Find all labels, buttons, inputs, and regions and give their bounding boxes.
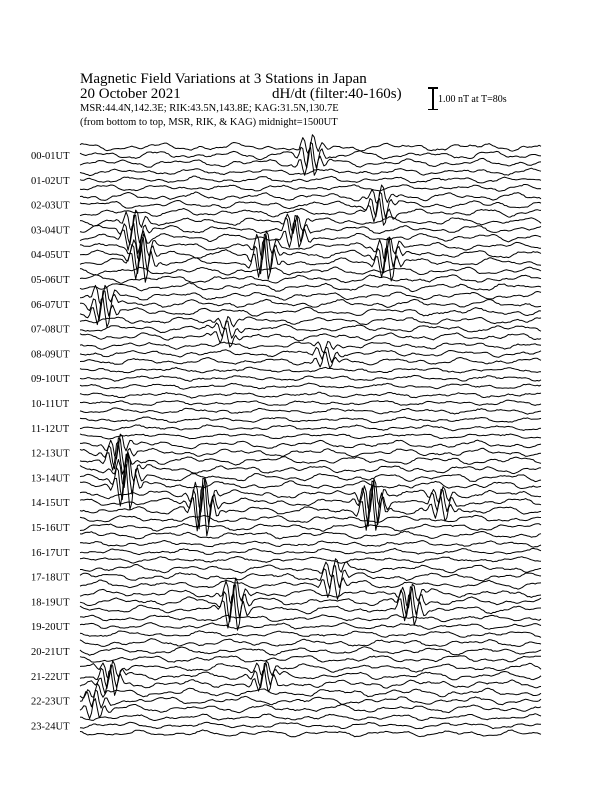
- trace-kag-20-21UT: [80, 639, 541, 647]
- trace-msr-13-14UT: [80, 465, 541, 510]
- trace-msr-05-06UT: [80, 283, 541, 292]
- trace-msr-10-11UT: [80, 408, 541, 414]
- hour-label: 15-16UT: [31, 523, 70, 534]
- trace-msr-19-20UT: [80, 631, 541, 638]
- hour-label: 17-18UT: [31, 572, 70, 584]
- trace-rik-00-01UT: [80, 142, 541, 168]
- hour-label: 19-20UT: [31, 622, 70, 634]
- trace-kag-02-03UT: [80, 185, 541, 204]
- trace-kag-09-10UT: [80, 367, 541, 373]
- trace-rik-20-21UT: [80, 647, 541, 656]
- trace-kag-12-13UT: [80, 434, 541, 459]
- trace-kag-11-12UT: [80, 417, 541, 423]
- hour-label: 00-01UT: [31, 151, 70, 162]
- hour-label: 16-17UT: [31, 547, 70, 559]
- trace-kag-05-06UT: [80, 267, 541, 275]
- hour-label: 20-21UT: [31, 647, 70, 658]
- trace-msr-17-18UT: [80, 575, 541, 599]
- trace-msr-11-12UT: [80, 434, 541, 439]
- hour-label: 23-24UT: [31, 721, 70, 733]
- trace-msr-04-05UT: [80, 239, 541, 282]
- trace-rik-01-02UT: [80, 176, 541, 183]
- hour-label: 18-19UT: [31, 597, 70, 609]
- trace-rik-03-04UT: [80, 215, 541, 245]
- trace-msr-15-16UT: [80, 531, 541, 539]
- chart-date: 20 October 2021: [80, 86, 181, 102]
- hour-label: 01-02UT: [31, 175, 70, 187]
- hour-label: 11-12UT: [31, 423, 70, 435]
- scale-label: 1.00 nT at T=80s: [438, 94, 507, 105]
- chart-title: Magnetic Field Variations at 3 Stations in Japan: [80, 71, 367, 87]
- trace-kag-23-24UT: [80, 714, 541, 721]
- trace-kag-17-18UT: [80, 559, 541, 578]
- hour-label: 13-14UT: [31, 473, 70, 485]
- trace-rik-23-24UT: [80, 722, 541, 729]
- hour-label: 14-15UT: [31, 498, 70, 510]
- trace-kag-08-09UT: [80, 341, 541, 353]
- trace-msr-12-13UT: [80, 441, 541, 474]
- trace-rik-05-06UT: [80, 275, 541, 284]
- trace-msr-23-24UT: [80, 730, 541, 737]
- trace-kag-10-11UT: [80, 392, 541, 398]
- hour-label: 10-11UT: [31, 399, 70, 410]
- trace-msr-00-01UT: [80, 147, 541, 175]
- station-order-note: (from bottom to top, MSR, RIK, & KAG) midnight=1500UT: [80, 117, 338, 128]
- trace-kag-18-19UT: [80, 578, 541, 608]
- trace-rik-16-17UT: [80, 548, 541, 554]
- hour-label: 09-10UT: [31, 374, 70, 386]
- trace-rik-11-12UT: [80, 425, 541, 431]
- trace-kag-01-02UT: [80, 168, 541, 175]
- trace-kag-21-22UT: [80, 661, 541, 679]
- trace-kag-15-16UT: [80, 515, 541, 522]
- hour-label: 05-06UT: [31, 275, 70, 286]
- hour-label: 07-08UT: [31, 324, 70, 336]
- trace-kag-16-17UT: [80, 541, 541, 548]
- hour-label: 21-22UT: [31, 671, 70, 683]
- hour-label: 06-07UT: [31, 299, 70, 311]
- trace-msr-09-10UT: [80, 383, 541, 389]
- trace-rik-09-10UT: [80, 375, 541, 381]
- trace-rik-07-08UT: [80, 321, 541, 338]
- hour-label: 04-05UT: [31, 250, 70, 262]
- hour-label: 12-13UT: [31, 448, 70, 460]
- trace-rik-19-20UT: [80, 623, 541, 630]
- hour-label: 22-23UT: [31, 696, 70, 708]
- trace-kag-19-20UT: [80, 615, 541, 622]
- hour-label: 02-03UT: [31, 200, 70, 212]
- chart-quantity: dH/dt (filter:40-160s): [272, 86, 402, 102]
- hour-label: 03-04UT: [31, 225, 70, 237]
- trace-msr-16-17UT: [80, 557, 541, 564]
- trace-msr-20-21UT: [80, 656, 541, 662]
- trace-msr-01-02UT: [80, 185, 541, 192]
- trace-rik-15-16UT: [80, 524, 541, 532]
- station-coordinates: MSR:44.4N,142.3E; RIK:43.5N,143.8E; KAG:31.5N,130.7E: [80, 103, 339, 114]
- trace-rik-13-14UT: [80, 454, 541, 499]
- hour-label: 08-09UT: [31, 349, 70, 361]
- trace-rik-06-07UT: [80, 291, 541, 320]
- trace-rik-10-11UT: [80, 400, 541, 405]
